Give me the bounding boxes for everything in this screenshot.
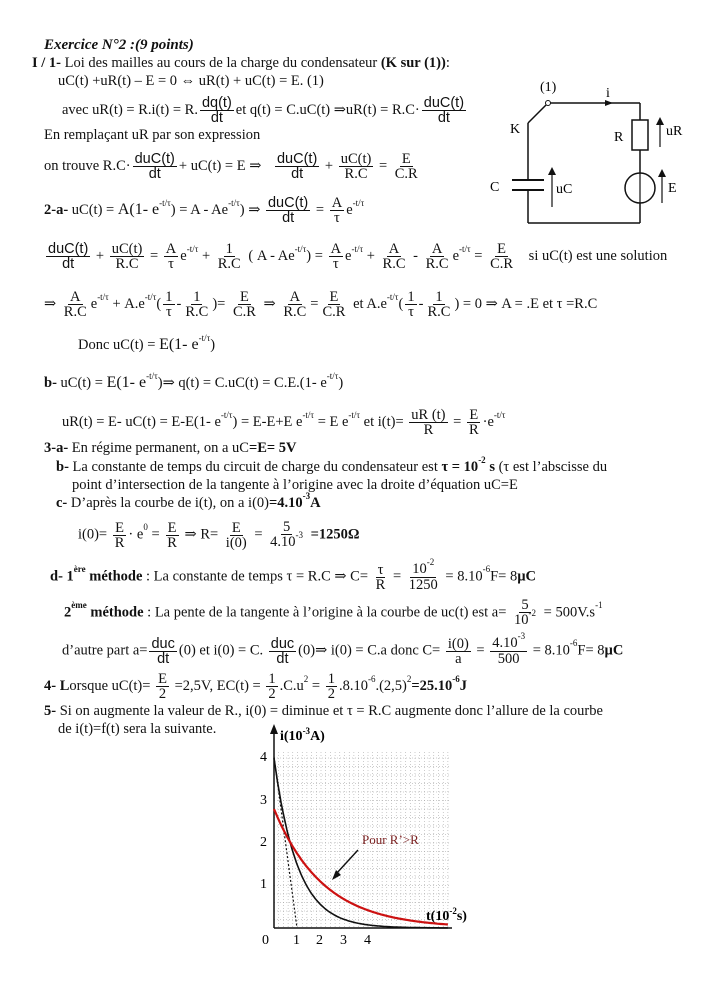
- x-tick-3: 3: [340, 933, 347, 948]
- x-tick-4: 4: [364, 933, 371, 948]
- ur-arrow-head: [656, 117, 664, 125]
- section-1-intro: I / 1- Loi des mailles au cours de la charge du condensateur (K sur (1)):: [32, 55, 450, 71]
- rc-circuit-diagram: [490, 75, 690, 235]
- differential-equation: on trouve R.C· $\frac{\text{duC(t)}}{dt}$ + uC(t) = E ⇒ $\frac{\text{duC(t)}}{dt}$ + $\frac{uC(t)}{R.C}$ = $\frac{E}{C.R}$: [44, 151, 418, 182]
- resistor-label: R: [614, 130, 624, 145]
- annotation-arrow-line: [336, 850, 358, 874]
- section-3b-line2: point d’intersection de la tangente à l’origine avec la droite d’équation uC=E: [72, 477, 518, 493]
- section-3a: 3-a- En régime permanent, on a uC=E= 5V: [44, 440, 297, 456]
- section-3d-method1: d- 1ère méthode : La constante de temps τ = R.C ⇒ C= $\frac{\tau}{R}$ = $\frac{10^{-2}}{1250}$ = $8.10^{-6}F= 8\mu C$: [50, 557, 537, 593]
- section-5-text: 5- Si on augmente la valeur de R., i(0) = diminue et τ = R.C augmente donc l’allure de la courbe: [44, 703, 603, 719]
- current-label: i: [606, 86, 610, 101]
- y-axis-arrow: [270, 724, 278, 734]
- donc-result: Donc uC(t) = E(1- $e^{-t/\tau}$): [78, 333, 216, 353]
- y-tick-2: 2: [260, 835, 267, 850]
- switch-arm: [528, 105, 546, 123]
- capacitance-calc-2: d’autre part a= $\frac{\text{duc}}{dt}$ (0) et i(0) = C. $\frac{\text{duc}}{dt}$ (0)⇒ i(0) = C.a donc C= $\frac{i(0)}{a}$ = $\frac{4.10^{-3}}{500}$ = $8.10^{-6}F= 8\mu C$: [62, 631, 624, 667]
- current-decay-graph: [240, 722, 480, 952]
- resistance-calc: i(0)= $\frac{E}{R}$ · $e^0$ = $\frac{E}{R}$ ⇒ R= $\frac{E}{i(0)}$ = $\frac{5}{4.10^{-3}}$ =1250Ω: [78, 519, 360, 551]
- replacing-text: En remplaçant uR par son expression: [44, 127, 261, 143]
- e-arrow-head: [658, 169, 666, 177]
- x-tick-0: 0: [262, 933, 269, 948]
- resistor: [632, 120, 648, 150]
- switch-position-label: (1): [540, 80, 557, 95]
- section-3d-method2: 2ème méthode : La pente de la tangente à l’origine à la courbe de uc(t) est a= $\frac{5}{10^{-2}}$ = $500V.s^{-1}$: [64, 597, 603, 628]
- x-axis-label: $t(10^{-2}s)$: [426, 906, 467, 924]
- y-tick-1: 1: [260, 877, 267, 892]
- section-3b: b- La constante de temps du circuit de charge du condensateur est $\tau = 10^{-2}$ s (τ est l’abscisse du: [56, 455, 608, 475]
- y-tick-3: 3: [260, 793, 267, 808]
- ur-relation: avec uR(t) = R.i(t) = R. $\frac{dq(t)}{dt}$ et q(t) = C.uC(t) ⇒uR(t) = R.C· $\frac{\text{duC(t)}}{dt}$: [62, 95, 465, 126]
- x-tick-2: 2: [316, 933, 323, 948]
- switch-contact-1: [546, 101, 551, 106]
- section-5-text-line2: de i(t)=f(t) sera la suivante.: [58, 721, 217, 737]
- curve-i-t-larger-r: [274, 809, 448, 925]
- y-axis-label: $i(10^{-3}A)$: [280, 726, 325, 744]
- substitution-line: $\frac{\text{duC(t)}}{dt}$ + $\frac{uC(t)}{R.C}$ = $\frac{A}{\tau}$ $e^{-t/\tau}$ + $\frac{1}{R.C}$ ( A - $Ae^{-t/\tau}$) = $\frac{A}{\tau}$ $e^{-t/\tau}$ + $\frac{A}{R.C}$ - $\frac{A}{R.C}$ $e^{-t/\tau}$ = $\frac{E}{C.R}$ si uC(t) est une solution: [48, 241, 668, 272]
- x-tick-1: 1: [293, 933, 300, 948]
- section-2b-charge: b- uC(t) = E(1- $e^{-t/\tau})\Rightarrow$ q(t) = C.uC(t) = C.E.(1- $e^{-t/\tau}$): [44, 371, 344, 391]
- switch-label: K: [510, 122, 521, 137]
- y-tick-4: 4: [260, 750, 267, 765]
- uc-arrow-head: [548, 167, 556, 175]
- exercise-title: Exercice N°2 :(9 points): [44, 37, 194, 53]
- identification-line: ⇒ $\frac{A}{R.C}$ $e^{-t/\tau} + A.e^{-t/\tau}$( $\frac{1}{\tau}$ - $\frac{1}{R.C}$ )= $\frac{E}{C.R}$ ⇒ $\frac{A}{R.C}$ = $\frac{E}{C.R}$ et $A.e^{-t/\tau}$( $\frac{1}{\tau}$ - $\frac{1}{R.C}$ ) = 0 ⇒ A = .E et τ =R.C: [44, 289, 598, 320]
- section-2a-solution: 2-a- uC(t) = A(1- $e^{-t/\tau}) = A - Ae^{-t/\tau}$) ⇒ $\frac{\text{duC(t)}}{dt}$ = $\frac{A}{\tau}$ $e^{-t/\tau}$: [44, 195, 365, 226]
- uc-label: uC: [556, 182, 573, 197]
- capacitor-label: C: [490, 180, 500, 195]
- section-2b-ur-i: uR(t) = E- uC(t) = E-E(1- $e^{-t/\tau}) = E-E+E$ $e^{-t/\tau} = E$ $e^{-t/\tau}$ et i(t)= $\frac{uR (t)}{R}$ = $\frac{E}{R}$ $\cdot e^{-t/\tau}$: [62, 407, 506, 438]
- mesh-law-equation: uC(t) +uR(t) – E = 0 ⇔ uR(t) + uC(t) = E. (1): [58, 73, 324, 89]
- ur-label: uR: [666, 124, 683, 139]
- source-label: E: [668, 181, 677, 196]
- section-4-energy: 4- Lorsque uC(t)= $\frac{E}{2}$ =2,5V, EC(t) = $\frac{1}{2}$ $.C.u^2$ = $\frac{1}{2}$ $.8.10^{-6}.(2,5)^2=25.10^{-6}J$: [44, 671, 468, 702]
- annotation-label: Pour R’>R: [362, 832, 419, 847]
- section-3c: c- D’après la courbe de i(t), on a $i(0)=4.10^{-3}A$: [56, 491, 321, 511]
